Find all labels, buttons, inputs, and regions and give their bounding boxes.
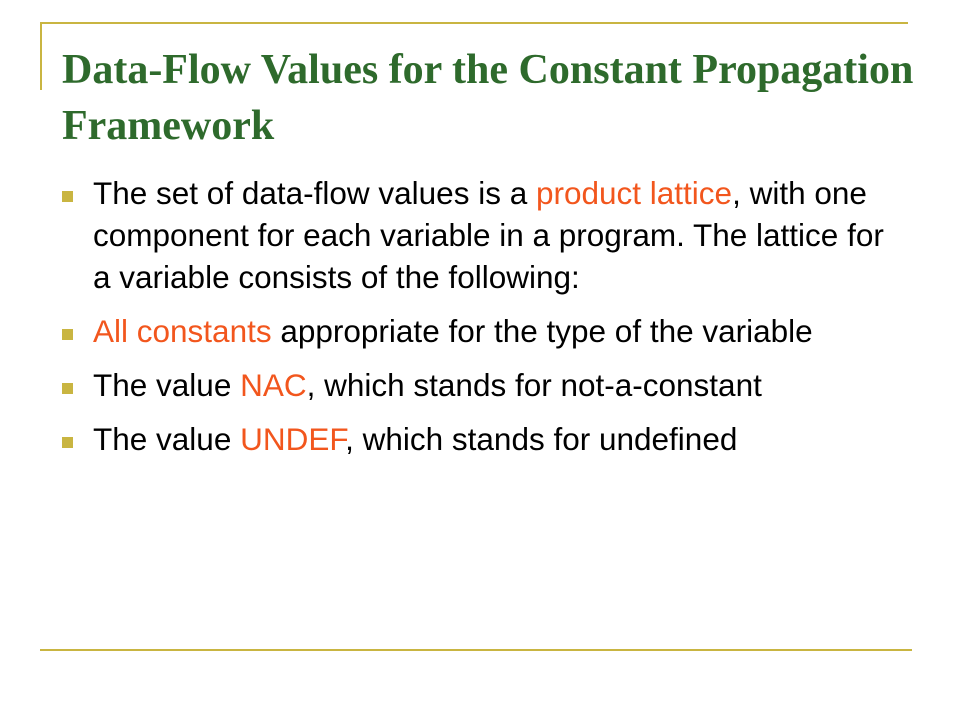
square-bullet-icon (62, 329, 73, 340)
highlight-term: NAC (240, 367, 307, 403)
bullet-text: The set of data-flow values is a product lattice, with one component for each variable in a program. The lattice for a variable consists of the following: (93, 175, 884, 295)
highlight-term: product lattice (535, 175, 733, 211)
square-bullet-icon (62, 437, 73, 448)
bullet-item-undef (62, 418, 892, 460)
bullet-item-nac (62, 364, 892, 406)
square-bullet-icon (62, 383, 73, 394)
top-rule (40, 22, 908, 24)
bullet-list (62, 172, 892, 472)
highlight-term: All constants (93, 313, 272, 349)
bottom-rule (40, 649, 912, 651)
slide-title: Data-Flow Values for the Constant Propagation Framework (62, 47, 914, 149)
highlight-term: UNDEF (240, 421, 346, 457)
bullet-text: The value NAC, which stands for not-a-constant (93, 367, 762, 403)
left-rule (40, 22, 42, 90)
bullet-text: The value UNDEF, which stands for undefined (93, 421, 738, 457)
square-bullet-icon (62, 191, 73, 202)
bullet-item-all-constants (62, 310, 892, 352)
bullet-text: All constants appropriate for the type of the variable (93, 313, 813, 349)
bullet-item-product-lattice (62, 172, 892, 298)
